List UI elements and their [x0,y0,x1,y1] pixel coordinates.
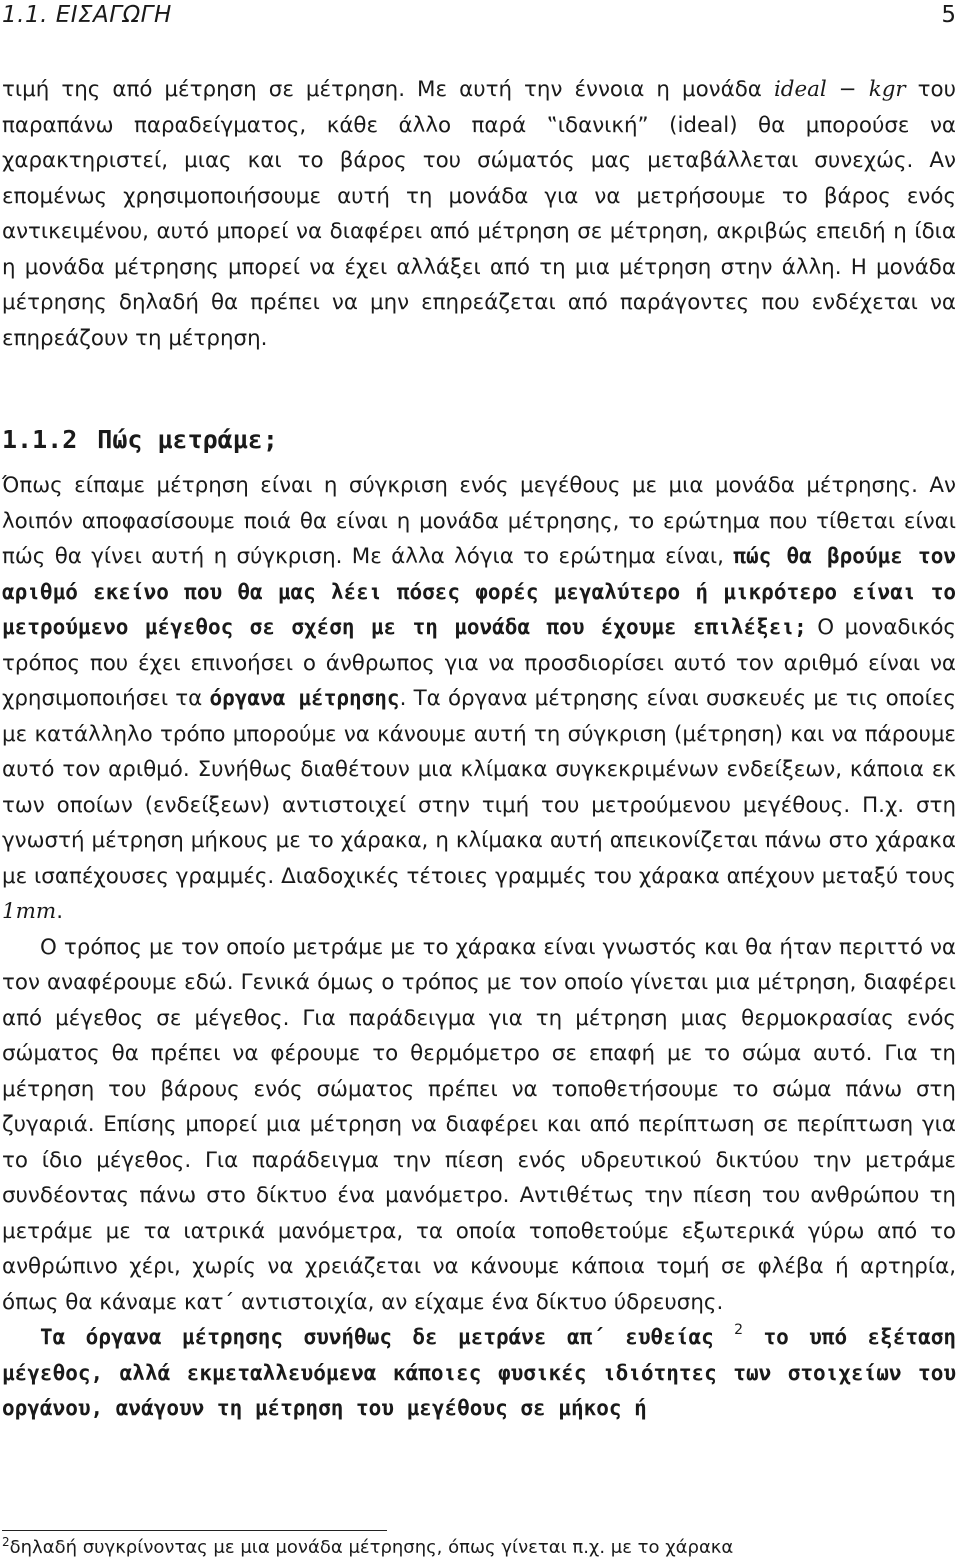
paragraph-2 [2,468,956,930]
bold-statement: το υπό εξέταση μέγεθος, αλλά εκμεταλλευόμενα κάποιες φυσικές ιδιότητες των στοιχείων του οργάνου, ανάγουν τη μέτρηση του μεγέθους σε μήκος ή [2,1325,956,1420]
paragraph-text: του παραπάνω παραδείγματος, κάθε άλλο παρά ‟ιδανική” (ideal) θα μπορούσε να χαρακτηριστεί, μιας και το βάρος του σώματός μας μεταβάλλεται συνεχώς. Αν επομένως χρησιμοποιήσουμε αυτή τη μονάδα για να μετρήσουμε το βάρος ενός αντικειμένου, αυτό μπορεί να διαφέρει από μέτρηση σε μέτρηση, ακριβώς επειδή η ίδια η μονάδα μέτρησης μπορεί να έχει αλλάξει από τη μια μέτρηση στην άλλη. Η μονάδα μέτρησης δηλαδή θα πρέπει να μην επηρεάζεται από παράγοντες που ενδέχεται να επηρεάζουν τη μέτρηση. [2,77,956,351]
paragraph-1 [2,72,956,356]
paragraph-text: Ο μοναδικός τρόπος που έχει επινοήσει ο άνθρωπος για να προσδιορίσει αυτό τον αριθμό είναι να χρησιμοποιήσει τα [2,615,956,711]
section-title: 1.1. ΕΙΣΑΓΩΓΗ [2,2,172,28]
running-header [0,0,960,36]
math-1mm: 1mm [2,899,57,924]
footnote-rule [2,1530,387,1531]
paragraph-text: Όπως είπαμε μέτρηση είναι η σύγκριση ενός μεγέθους με μια μονάδα μέτρησης. Αν λοιπόν αποφασίσουμε ποιά θα είναι η μονάδα μέτρησης, το ερώτημα που τίθεται είναι πώς θα γίνει αυτή η σύγκριση. Με άλλα λόγια το ερώτημα είναι, [2,473,956,569]
paragraph-text: τιμή της από μέτρηση σε μέτρηση. Με αυτή την έννοια η μονάδα [2,77,774,102]
math-ideal-kgr: ideal − kgr [773,77,906,102]
page-number: 5 [941,2,956,28]
footnote-text: δηλαδή συγκρίνοντας με μια μονάδα μέτρησης, όπως γίνεται π.χ. με το χάρακα [9,1537,734,1558]
bold-question: πώς θα βρούμε τον αριθμό εκείνο που θα μας λέει πόσες φορές μεγαλύτερο ή μικρότερο είναι το μετρούμενο μέγεθος σε σχέση με τη μονάδα που έχουμε επιλέξει; [2,544,956,639]
paragraph-4 [2,1320,956,1427]
page-body [2,72,956,1427]
subsection-number: 1.1.2 [2,425,78,454]
paragraph-text: . [56,899,63,924]
subsection-heading [2,424,956,456]
footnote-reference[interactable]: 2 [734,1322,744,1338]
bold-term: όργανα μέτρησης [209,686,400,710]
footnote [2,1535,733,1561]
subsection-title: Πώς μετράμε; [97,425,278,454]
bold-statement: Τα όργανα μέτρησης συνήθως δε μετράνε απ΄ ευθείας [40,1325,735,1349]
footnote-mark: 2 [2,1535,10,1549]
paragraph-3 [2,930,956,1321]
paragraph-text: . Τα όργανα μέτρησης είναι συσκευές με τις οποίες με κατάλληλο τρόπο μπορούμε να κάνουμε αυτή τη σύγκριση (μέτρηση) και να πάρουμε αυτό τον αριθμό. Συνήθως διαθέτουν μια κλίμακα συγκεκριμένων ενδείξεων, κάποια εκ των οποίων (ενδείξεων) αντιστοιχεί στην τιμή του μετρούμενου μεγέθους. Π.χ. στη γνωστή μέτρηση μήκους με το χάρακα, η κλίμακα αυτή απεικονίζεται πάνω στο χάρακα με ισαπέχουσες γραμμές. Διαδοχικές τέτοιες γραμμές του χάρακα απέχουν μεταξύ τους [2,686,956,889]
paragraph-text: Ο τρόπος με τον οποίο μετράμε με το χάρακα είναι γνωστός και θα ήταν περιττό να τον αναφέρουμε εδώ. Γενικά όμως ο τρόπος με τον οποίο γίνεται μια μέτρηση, διαφέρει από μέγεθος σε μέγεθος. Για παράδειγμα για τη μέτρηση μιας θερμοκρασίας ενός σώματος θα πρέπει να φέρουμε το θερμόμετρο σε επαφή με το σώμα αυτό. Για τη μέτρηση του βάρους ενός σώματος πρέπει να τοποθετήσουμε το σώμα πάνω στη ζυγαριά. Επίσης μπορεί μια μέτρηση να διαφέρει και από περίπτωση σε περίπτωση για το ίδιο μέγεθος. Για παράδειγμα την πίεση ενός υδρευτικού δικτύου την μετράμε συνδέοντας πάνω στο δίκτυο ένα μανόμετρο. Αντιθέτως την πίεση του ανθρώπου τη μετράμε με τα ιατρικά μανόμετρα, τα οποία τοποθετούμε εξωτερικά γύρω από το ανθρώπινο χέρι, χωρίς να χρειάζεται να κάνουμε κάποια τομή σε φλέβα ή αρτηρία, όπως θα κάναμε κατ΄ αντιστοιχία, αν είχαμε ένα δίκτυο ύδρευσης. [2,934,956,1315]
